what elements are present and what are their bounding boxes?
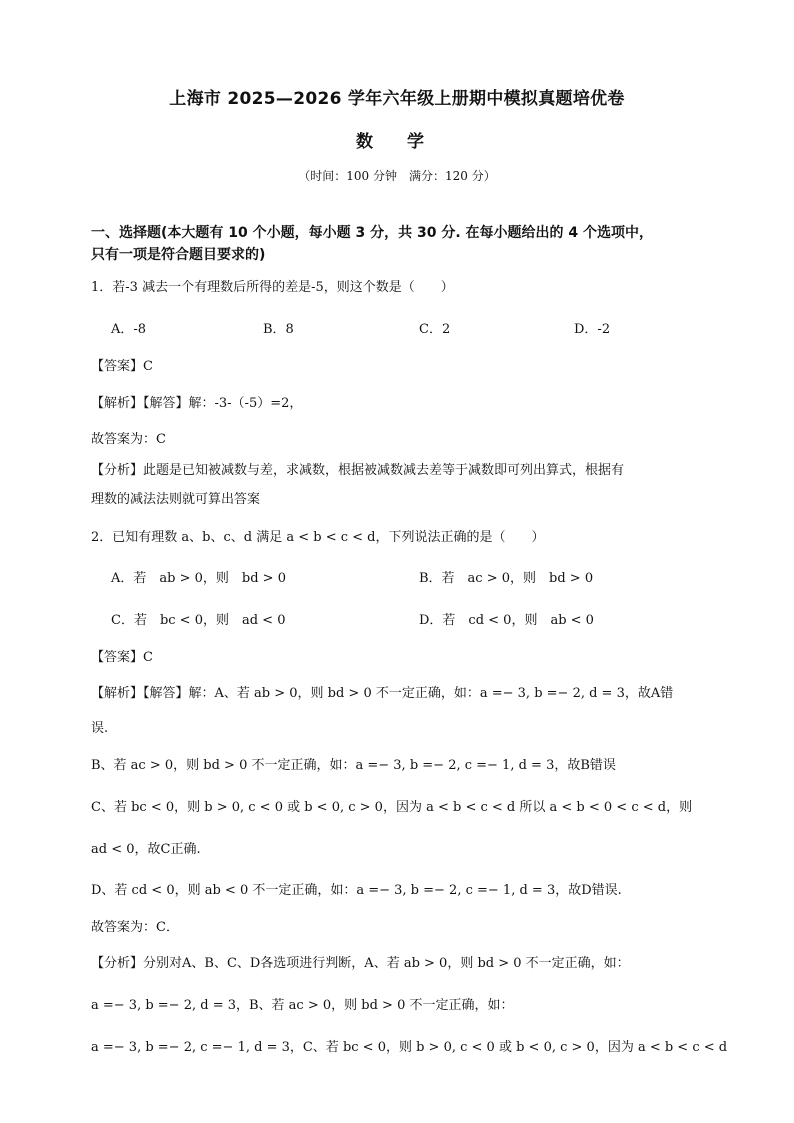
q2-case-c: C、若 bc < 0，则 b > 0, c < 0 或 b < 0, c > 0，因为 a < b < c < d 所以 a < b < 0 < c < d，则 (91, 800, 693, 815)
q2-answer: 【答案】C (91, 650, 153, 665)
q1-option-a: A．-8 (111, 322, 147, 337)
exam-meta: （时间：100 分钟 满分：120 分） (298, 169, 496, 183)
q2-case-c-cont: ad < 0，故C正确. (91, 842, 201, 857)
q2-conclusion: 故答案为：C． (91, 920, 179, 935)
q2-note: 【分析】分别对A、B、C、D各选项进行判断，A、若 ab > 0，则 bd > 0 不一定正确，如： (91, 956, 630, 971)
q1-answer: 【答案】C (91, 359, 153, 374)
q1-option-b: B．8 (263, 322, 294, 337)
q2-case-b: B、若 ac > 0，则 bd > 0 不一定正确，如：a =− 3, b =− 2, c =− 1, d = 3，故B错误 (91, 758, 616, 773)
q2-analysis-cont: 误. (91, 721, 109, 736)
subject-title: 数 学 (356, 132, 438, 152)
q2-analysis: 【解析】【解答】解：A、若 ab > 0，则 bd > 0 不一定正确，如：a =− 3, b =− 2, d = 3，故A错 (91, 686, 674, 701)
q1-note-cont: 理数的减法法则就可算出答案 (91, 492, 261, 507)
q2-case-d: D、若 cd < 0，则 ab < 0 不一定正确，如：a =− 3, b =− 2, c =− 1, d = 3，故D错误. (91, 883, 622, 898)
page-title: 上海市 2025—2026 学年六年级上册期中模拟真题培优卷 (169, 89, 625, 109)
q2-option-a: A．若 ab > 0，则 bd > 0 (111, 571, 286, 586)
section-heading-cont: 只有一项是符合题目要求的) (91, 247, 266, 263)
q2-note-cont-1: a =− 3, b =− 2, d = 3，B、若 ac > 0，则 bd > 0 不一定正确，如： (91, 998, 514, 1013)
q1-option-d: D．-2 (574, 322, 611, 337)
question-1-stem: 1．若-3 减去一个有理数后所得的差是-5，则这个数是（ ） (91, 280, 454, 295)
q1-option-c: C．2 (419, 322, 451, 337)
question-2-stem: 2．已知有理数 a、b、c、d 满足 a < b < c < d，下列说法正确的是（ ） (91, 530, 545, 545)
q2-option-d: D．若 cd < 0，则 ab < 0 (419, 613, 594, 628)
q1-conclusion: 故答案为：C (91, 432, 166, 447)
q2-note-cont-2: a =− 3, b =− 2, c =− 1, d = 3，C、若 bc < 0，则 b > 0, c < 0 或 b < 0, c > 0，因为 a < b < c < d (91, 1040, 728, 1055)
q2-option-c: C．若 bc < 0，则 ad < 0 (111, 613, 286, 628)
section-heading: 一、选择题(本大题有 10 个小题，每小题 3 分，共 30 分. 在每小题给出的 4 个选项中， (91, 225, 654, 241)
q1-analysis: 【解析】【解答】解：-3-（-5）=2， (91, 396, 303, 411)
q2-option-b: B．若 ac > 0，则 bd > 0 (419, 571, 594, 586)
q1-note: 【分析】此题是已知被减数与差，求减数，根据被减数减去差等于减数即可列出算式，根据有 (91, 463, 625, 478)
